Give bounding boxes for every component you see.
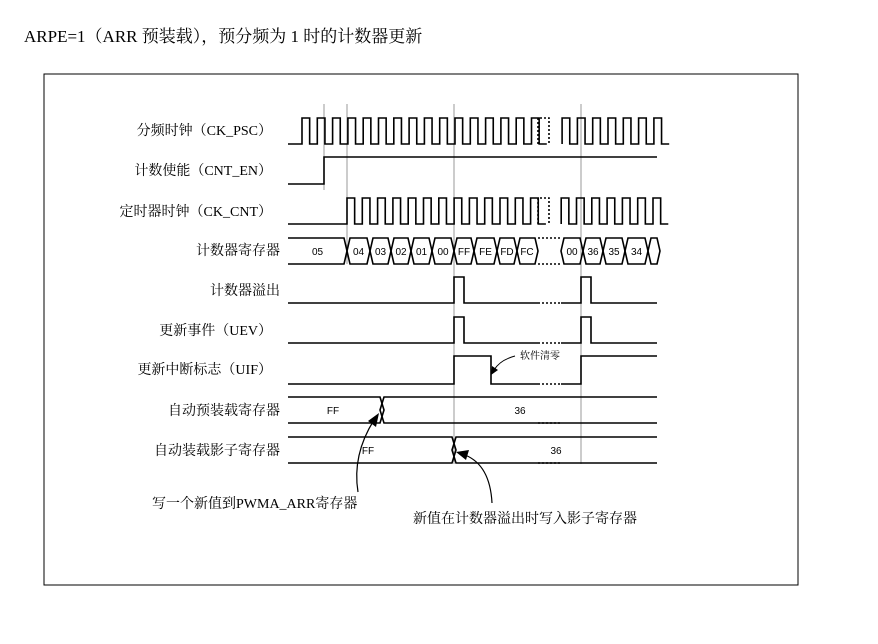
wave-cnt-en — [288, 157, 657, 184]
software-clear-arrowhead — [491, 366, 498, 375]
label-uev: 更新事件（UEV） — [159, 324, 272, 339]
counter-value: FE — [479, 247, 492, 258]
counter-bus-segment — [648, 238, 660, 264]
counter-value: FF — [457, 247, 471, 258]
counter-bus-segment — [538, 238, 561, 264]
wave-uif — [288, 356, 538, 384]
label-ck-cnt: 定时器时钟（CK_CNT） — [119, 205, 272, 220]
label-shadow-register: 自动装载影子寄存器 — [154, 444, 280, 459]
label-counter-overflow: 计数器溢出 — [210, 284, 280, 299]
label-cnt-en: 计数使能（CNT_EN） — [134, 164, 272, 179]
label-ck-psc: 分频时钟（CK_PSC） — [136, 124, 272, 139]
wave-uev-2 — [561, 317, 657, 343]
ck-cnt-gap — [538, 198, 549, 224]
wave-uev — [288, 317, 538, 343]
counter-value: 34 — [630, 247, 643, 258]
counter-value: 01 — [415, 247, 428, 258]
software-clear-note: 软件清零 — [520, 351, 560, 362]
label-counter-register: 计数器寄存器 — [196, 244, 280, 259]
shadow-update-arrowhead — [456, 450, 469, 460]
shadow-value-old: FF — [361, 446, 375, 457]
wave-uif-2 — [561, 356, 657, 384]
shadow-value-new: 36 — [550, 446, 562, 457]
counter-value: FC — [520, 247, 534, 258]
counter-value: 35 — [608, 247, 620, 258]
wave-ck-cnt — [288, 198, 668, 224]
label-preload-register: 自动预装载寄存器 — [168, 404, 280, 419]
guide-lines — [324, 104, 581, 464]
counter-value: 00 — [437, 247, 449, 258]
write-arr-arrowhead — [368, 413, 379, 427]
label-uif: 更新中断标志（UIF） — [137, 363, 272, 378]
counter-value: 00 — [566, 247, 578, 258]
counter-value: FD — [500, 247, 514, 258]
software-clear-pointer — [494, 356, 515, 370]
page-title: ARPE=1（ARR 预装载），预分频为 1 时的计数器更新 — [24, 27, 423, 46]
counter-value: 02 — [395, 247, 407, 258]
counter-value: 03 — [374, 247, 387, 258]
counter-value: 05 — [311, 247, 324, 258]
counter-value: 36 — [587, 247, 599, 258]
wave-ck-psc — [288, 118, 669, 144]
preload-value-old: FF — [326, 406, 340, 417]
shadow-update-note: 新值在计数器溢出时写入影子寄存器 — [413, 512, 637, 527]
counter-register-bus — [288, 238, 660, 264]
wave-counter-overflow — [288, 277, 538, 303]
preload-value-new: 36 — [514, 406, 526, 417]
counter-value: 04 — [352, 247, 365, 258]
write-arr-note: 写一个新值到PWMA_ARR寄存器 — [152, 497, 358, 512]
wave-counter-overflow-2 — [561, 277, 657, 303]
